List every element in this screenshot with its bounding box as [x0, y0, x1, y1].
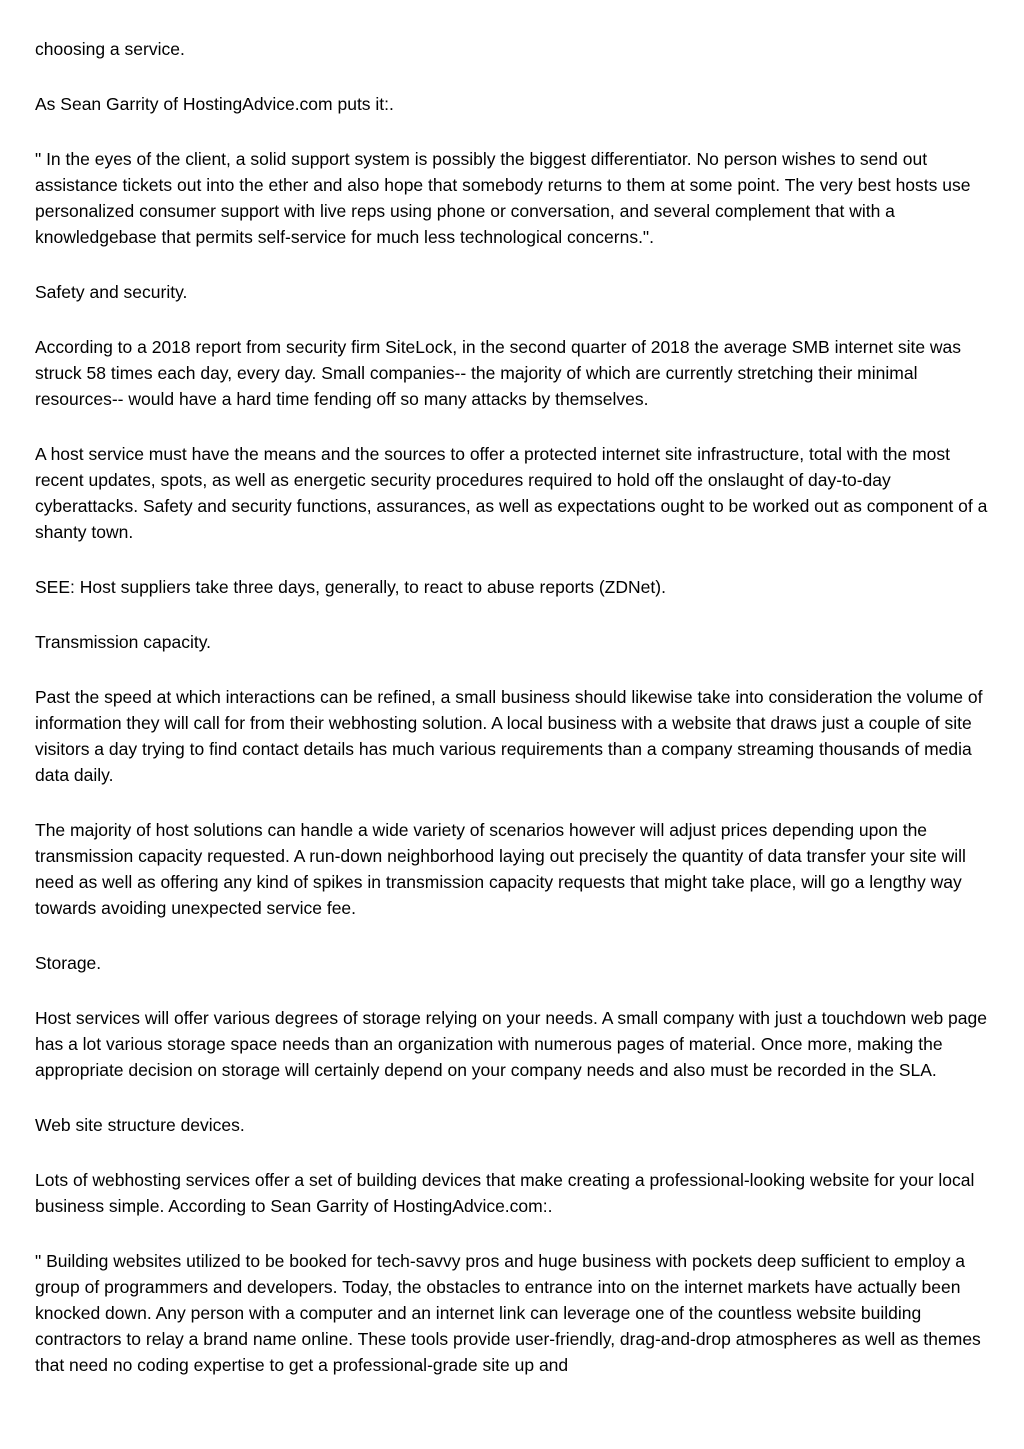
- section-heading-site-builder: Web site structure devices.: [35, 1115, 245, 1135]
- quote-paragraph-building: " Building websites utilized to be booked for tech-savvy pros and huge business with pockets deep sufficient to employ a group of programmers and developers. Today, the obstacles to entrance into on the internet markets have actually been knocked down. Any person with a computer and an internet link can leverage one of the countless website building contractors to relay a brand name online. These tools provide user-friendly, drag-and-drop atmospheres as well as themes that need no coding expertise to get a professional-grade site up and: [35, 1251, 981, 1375]
- section-heading-storage: Storage.: [35, 953, 102, 973]
- paragraph-fragment: choosing a service.: [35, 39, 185, 59]
- paragraph-storage: Host services will offer various degrees of storage relying on your needs. A small company with just a touchdown web page has a lot various storage space needs than an organization with numerous pages of material. Once more, making the appropriate decision on storage will certainly depend on your company needs and also must be recorded in the SLA.: [35, 1008, 987, 1080]
- paragraph-attribution: As Sean Garrity of HostingAdvice.com puts it:.: [35, 94, 394, 114]
- section-heading-safety: Safety and security.: [35, 282, 188, 302]
- paragraph-see-reference: SEE: Host suppliers take three days, generally, to react to abuse reports (ZDNet).: [35, 577, 666, 597]
- quote-paragraph: " In the eyes of the client, a solid support system is possibly the biggest differentiator. No person wishes to send out assistance tickets out into the ether and also hope that somebody returns to them at some point. The very best hosts use personalized consumer support with live reps using phone or conversation, and several complement that with a knowledgebase that permits self-service for much less technological concerns.".: [35, 149, 971, 247]
- section-heading-transmission: Transmission capacity.: [35, 632, 212, 652]
- paragraph-sitelock-report: According to a 2018 report from security firm SiteLock, in the second quarter of 2018 the average SMB internet site was struck 58 times each day, every day. Small companies-- the majority of which are currently stretching their minimal resources-- would have a hard time fending off so many attacks by themselves.: [35, 337, 962, 409]
- paragraph-bandwidth-pricing: The majority of host solutions can handle a wide variety of scenarios however will adjust prices depending upon the transmission capacity requested. A run-down neighborhood laying out precisely the quantity of data transfer your site will need as well as offering any kind of spikes in transmission capacity requests that might take place, will go a lengthy way towards avoiding unexpected service fee.: [35, 820, 966, 918]
- paragraph-site-builder: Lots of webhosting services offer a set of building devices that make creating a professional-looking website for your local business simple. According to Sean Garrity of HostingAdvice.com:.: [35, 1170, 975, 1216]
- paragraph-bandwidth-volume: Past the speed at which interactions can be refined, a small business should likewise take into consideration the volume of information they will call for from their webhosting solution. A local business with a website that draws just a couple of site visitors a day trying to find contact details has much various requirements than a company streaming thousands of media data daily.: [35, 687, 983, 785]
- paragraph-host-security: A host service must have the means and the sources to offer a protected internet site infrastructure, total with the most recent updates, spots, as well as energetic security procedures required to hold off the onslaught of day-to-day cyberattacks. Safety and security functions, assurances, as well as expectations ought to be worked out as component of a shanty town.: [35, 444, 988, 542]
- document-body: [35, 36, 993, 1407]
